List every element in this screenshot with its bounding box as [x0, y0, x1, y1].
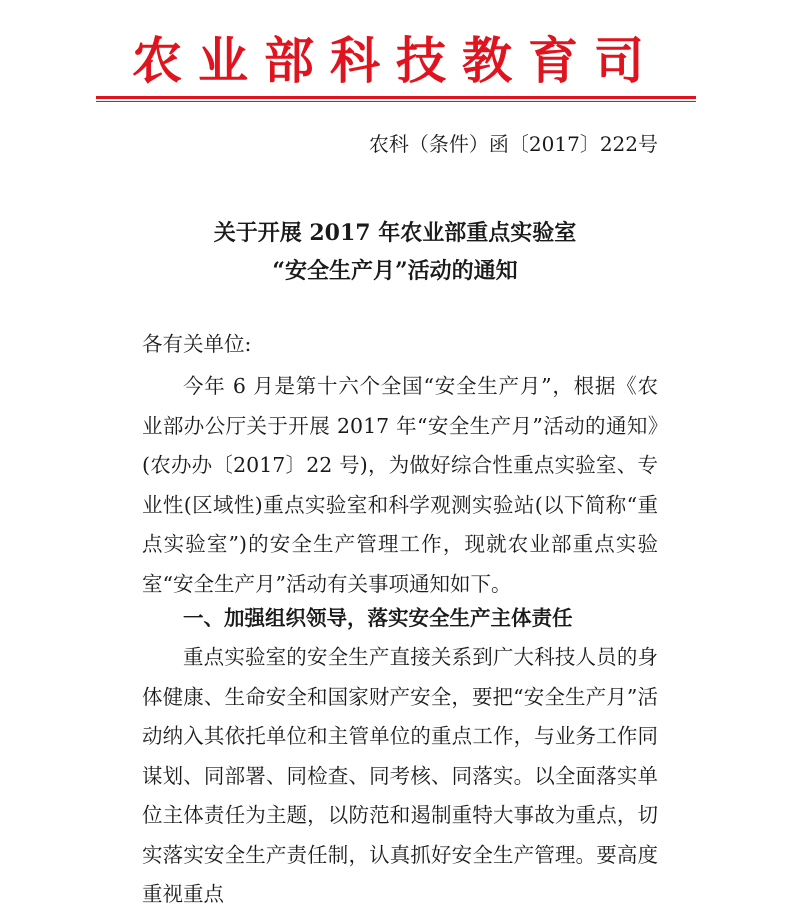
document-number: 农科（条件）函〔2017〕222号 [368, 132, 658, 156]
document-title-line2: “安全生产月”活动的通知 [272, 258, 518, 284]
document-title-line1: 关于开展 2017 年农业部重点实验室 [213, 220, 577, 246]
paragraph-1: 今年 6 月是第十六个全国“安全生产月”，根据《农业部办公厅关于开展 2017 年“安全生产月”活动的通知》(农办办〔2017〕22 号)，为做好综合性重点实验室、专业性(区域性)重点实验室和科学观测实验站(以下简称“重点实验室”)的安全生产管理工作，现就农业部重点实验室“安全生产月”活动有关事项通知如下。 [142, 374, 658, 596]
letterhead-rule-thin [96, 101, 696, 102]
letterhead-org-name: 农业部科技教育司 [132, 32, 660, 90]
paragraph-2: 重点实验室的安全生产直接关系到广大科技人员的身体健康、生命安全和国家财产安全，要把“安全生产月”活动纳入其依托单位和主管单位的重点工作，与业务工作同谋划、同部署、同检查、同考核、同落实。以全面落实单位主体责任为主题，以防范和遏制重特大事故为重点，切实落实安全生产责任制，认真抓好安全生产管理。要高度重视重点 [142, 645, 658, 906]
letterhead-rule-thick [96, 96, 696, 99]
section-1-heading: 一、加强组织领导，落实安全生产主体责任 [183, 606, 573, 630]
addressee: 各有关单位: [142, 332, 252, 356]
